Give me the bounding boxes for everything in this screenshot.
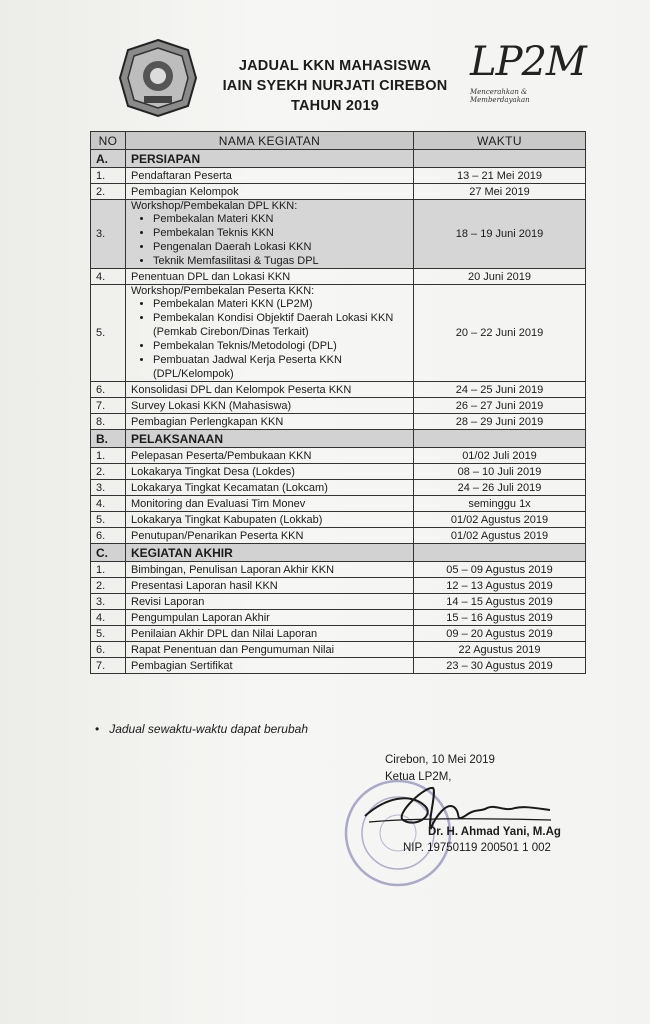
- list-item: • Pembekalan Materi KKN (LP2M): [153, 297, 408, 311]
- lp2m-logo: [470, 39, 586, 104]
- row-activity: Penilaian Akhir DPL dan Nilai Laporan: [126, 626, 414, 642]
- signer-name: Dr. H. Ahmad Yani, M.Ag: [428, 826, 561, 838]
- title-line-2: IAIN SYEKH NURJATI CIREBON: [222, 78, 448, 94]
- section-row-c: [91, 544, 586, 562]
- title-line-3: TAHUN 2019: [291, 98, 379, 114]
- section-letter: C.: [91, 544, 126, 562]
- section-title: KEGIATAN AKHIR: [126, 544, 414, 562]
- row-time: 08 – 10 Juli 2019: [414, 464, 586, 480]
- row-activity: Pelepasan Peserta/Pembukaan KKN: [126, 448, 414, 464]
- row-activity: Konsolidasi DPL dan Kelompok Peserta KKN: [126, 382, 414, 398]
- row-no: 4.: [91, 496, 126, 512]
- row-activity: Monitoring dan Evaluasi Tim Monev: [126, 496, 414, 512]
- place-date: Cirebon, 10 Mei 2019: [385, 754, 495, 766]
- col-header-name: NAMA KEGIATAN: [126, 132, 414, 150]
- note-text: Jadual sewaktu-waktu dapat berubah: [109, 722, 308, 736]
- row-time: 18 – 19 Juni 2019: [414, 200, 586, 269]
- table-row: [91, 184, 586, 200]
- section-title: PELAKSANAAN: [126, 430, 414, 448]
- row-time: 05 – 09 Agustus 2019: [414, 562, 586, 578]
- row-activity: [126, 285, 414, 382]
- row-activity-title: Workshop/Pembekalan DPL KKN:: [131, 200, 298, 212]
- row-time: 13 – 21 Mei 2019: [414, 168, 586, 184]
- table-row: [91, 496, 586, 512]
- table-row: [91, 200, 586, 269]
- row-time: 14 – 15 Agustus 2019: [414, 594, 586, 610]
- row-time: 09 – 20 Agustus 2019: [414, 626, 586, 642]
- section-empty: [414, 430, 586, 448]
- table-row: [91, 642, 586, 658]
- row-time: 20 Juni 2019: [414, 269, 586, 285]
- signer-role: Ketua LP2M,: [385, 771, 452, 783]
- row-time: 26 – 27 Juni 2019: [414, 398, 586, 414]
- table-row: [91, 382, 586, 398]
- row-activity: Presentasi Laporan hasil KKN: [126, 578, 414, 594]
- row-no: 1.: [91, 562, 126, 578]
- table-row: [91, 528, 586, 544]
- list-item: • Teknik Memfasilitasi & Tugas DPL: [153, 254, 408, 268]
- row-activity: Pengumpulan Laporan Akhir: [126, 610, 414, 626]
- row-no: 6.: [91, 642, 126, 658]
- row-time: 15 – 16 Agustus 2019: [414, 610, 586, 626]
- row-no: 3.: [91, 480, 126, 496]
- row-no: 4.: [91, 610, 126, 626]
- list-item: • Pembekalan Teknis KKN: [153, 226, 408, 240]
- row-time: 01/02 Agustus 2019: [414, 512, 586, 528]
- table-row: [91, 414, 586, 430]
- row-activity: Bimbingan, Penulisan Laporan Akhir KKN: [126, 562, 414, 578]
- row-activity: Penentuan DPL dan Lokasi KKN: [126, 269, 414, 285]
- table-row: [91, 464, 586, 480]
- col-header-time: WAKTU: [414, 132, 586, 150]
- section-title: PERSIAPAN: [126, 150, 414, 168]
- row-time: 01/02 Juli 2019: [414, 448, 586, 464]
- row-no: 1.: [91, 448, 126, 464]
- row-time: 24 – 26 Juli 2019: [414, 480, 586, 496]
- row-no: 3.: [91, 594, 126, 610]
- row-activity: [126, 200, 414, 269]
- row-no: 7.: [91, 398, 126, 414]
- row-activity: Pembagian Perlengkapan KKN: [126, 414, 414, 430]
- list-item: • Pembekalan Teknis/Metodologi (DPL): [153, 339, 408, 353]
- table-row: [91, 480, 586, 496]
- row-no: 5.: [91, 285, 126, 382]
- row-activity: Rapat Penentuan dan Pengumuman Nilai: [126, 642, 414, 658]
- row-activity: Lokakarya Tingkat Kabupaten (Lokkab): [126, 512, 414, 528]
- title-line-1: JADUAL KKN MAHASISWA: [238, 58, 432, 74]
- section-empty: [414, 544, 586, 562]
- section-letter: B.: [91, 430, 126, 448]
- table-row: [91, 512, 586, 528]
- row-no: 3.: [91, 200, 126, 269]
- table-row: [91, 658, 586, 674]
- table-row: [91, 578, 586, 594]
- row-time: 23 – 30 Agustus 2019: [414, 658, 586, 674]
- row-time: 20 – 22 Juni 2019: [414, 285, 586, 382]
- row-time: 12 – 13 Agustus 2019: [414, 578, 586, 594]
- row-no: 5.: [91, 626, 126, 642]
- table-row: [91, 398, 586, 414]
- row-no: 2.: [91, 184, 126, 200]
- table-row: [91, 285, 586, 382]
- bullet-icon: •: [95, 722, 100, 736]
- signer-nip: NIP. 19750119 200501 1 002: [403, 842, 551, 854]
- row-time: 22 Agustus 2019: [414, 642, 586, 658]
- row-time: 24 – 25 Juni 2019: [414, 382, 586, 398]
- row-no: 7.: [91, 658, 126, 674]
- row-activity: Pendaftaran Peserta: [126, 168, 414, 184]
- row-no: 1.: [91, 168, 126, 184]
- section-letter: A.: [91, 150, 126, 168]
- row-activity: Pembagian Sertifikat: [126, 658, 414, 674]
- row-activity: Lokakarya Tingkat Kecamatan (Lokcam): [126, 480, 414, 496]
- section-row-a: [91, 150, 586, 168]
- row-no: 4.: [91, 269, 126, 285]
- table-row: [91, 594, 586, 610]
- row-no: 2.: [91, 464, 126, 480]
- row-activity: Survey Lokasi KKN (Mahasiswa): [126, 398, 414, 414]
- col-header-no: NO: [91, 132, 126, 150]
- activity-sublist: [131, 212, 408, 268]
- list-item: • Pengenalan Daerah Lokasi KKN: [153, 240, 408, 254]
- document-title: [205, 56, 465, 116]
- schedule-note: [95, 722, 308, 736]
- institution-logo: [118, 38, 198, 118]
- list-item: • Pembuatan Jadwal Kerja Peserta KKN (DPL/Kelompok): [153, 353, 408, 381]
- table-row: [91, 168, 586, 184]
- table-row: [91, 448, 586, 464]
- row-activity: Lokakarya Tingkat Desa (Lokdes): [126, 464, 414, 480]
- row-time: 27 Mei 2019: [414, 184, 586, 200]
- list-item: • Pembekalan Kondisi Objektif Daerah Lokasi KKN (Pemkab Cirebon/Dinas Terkait): [153, 311, 408, 339]
- section-empty: [414, 150, 586, 168]
- table-row: [91, 610, 586, 626]
- table-header-row: [91, 132, 586, 150]
- row-no: 2.: [91, 578, 126, 594]
- schedule-table: [90, 131, 586, 674]
- row-activity: Revisi Laporan: [126, 594, 414, 610]
- table-row: [91, 626, 586, 642]
- row-activity: Pembagian Kelompok: [126, 184, 414, 200]
- list-item: • Pembekalan Materi KKN: [153, 212, 408, 226]
- activity-sublist: [131, 297, 408, 381]
- row-activity-title: Workshop/Pembekalan Peserta KKN:: [131, 285, 315, 297]
- row-time: 28 – 29 Juni 2019: [414, 414, 586, 430]
- lp2m-logo-text: LP2M: [470, 39, 586, 85]
- table-row: [91, 562, 586, 578]
- row-time: 01/02 Agustus 2019: [414, 528, 586, 544]
- row-no: 6.: [91, 382, 126, 398]
- row-no: 5.: [91, 512, 126, 528]
- row-time: seminggu 1x: [414, 496, 586, 512]
- section-row-b: [91, 430, 586, 448]
- row-activity: Penutupan/Penarikan Peserta KKN: [126, 528, 414, 544]
- row-no: 6.: [91, 528, 126, 544]
- lp2m-tagline: Mencerahkan & Memberdayakan: [470, 88, 530, 104]
- row-no: 8.: [91, 414, 126, 430]
- table-row: [91, 269, 586, 285]
